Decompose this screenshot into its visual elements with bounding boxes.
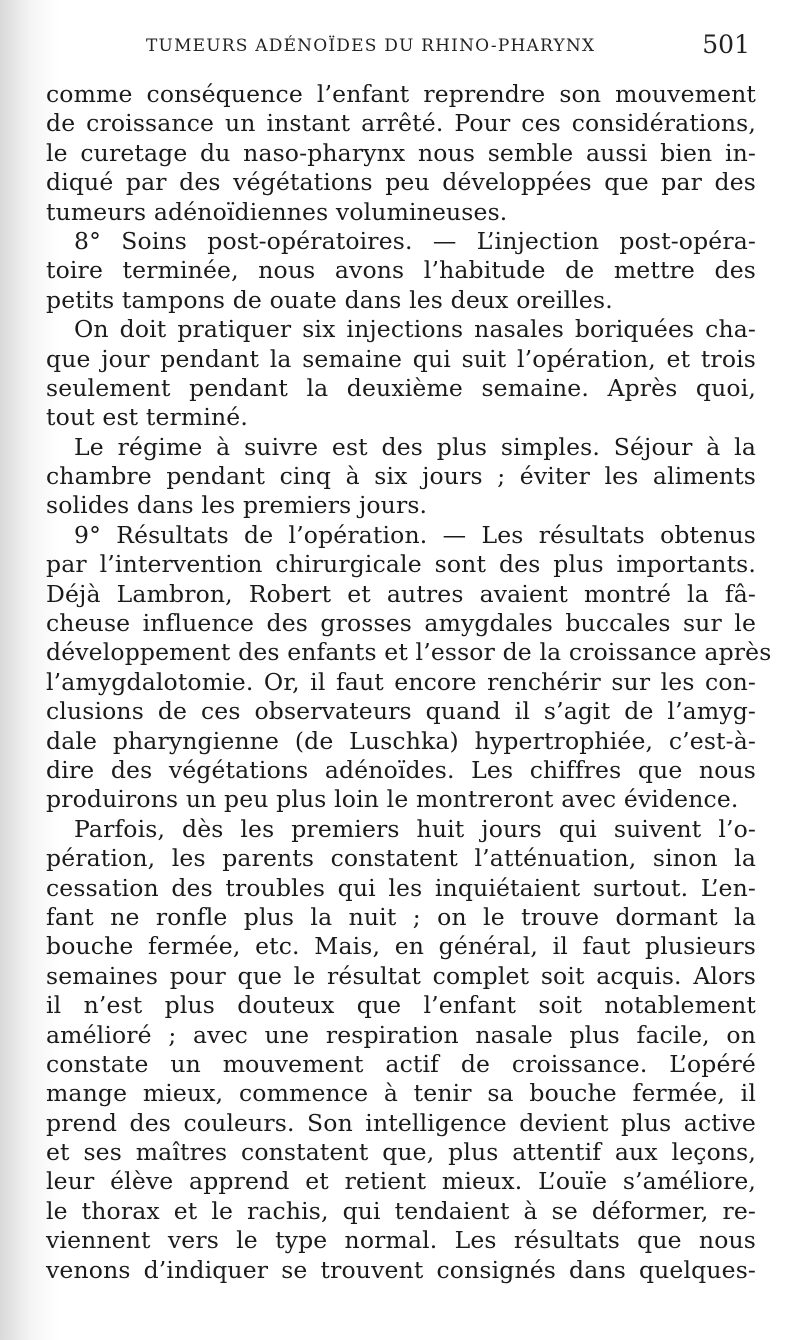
text-line: 8° Soins post-opératoires. — L’injection post-opéra- [74,226,756,255]
text-line: il n’est plus douteux que l’enfant soit notablement [46,991,756,1020]
text-line: viennent vers le type normal. Les résultats que nous [46,1226,756,1255]
text-line: cessation des troubles qui les inquiétaient surtout. L’en- [46,873,756,902]
text-line: Déjà Lambron, Robert et autres avaient montré la fâ- [46,579,756,608]
text-line: Le régime à suivre est des plus simples. Séjour à la [74,432,756,461]
running-title: TUMEURS ADÉNOÏDES DU RHINO-PHARYNX [146,36,596,56]
text-line: mange mieux, commence à tenir sa bouche fermée, il [46,1079,756,1108]
text-line: dire des végétations adénoïdes. Les chiffres que nous [46,755,756,784]
text-line: l’amygdalotomie. Or, il faut encore renchérir sur les con- [46,667,756,696]
body-text [46,80,772,1285]
text-line: tumeurs adénoïdiennes volumineuses. [46,197,508,226]
text-line: semaines pour que le résultat complet soit acquis. Alors [46,961,756,990]
text-line: amélioré ; avec une respiration nasale plus facile, on [46,1020,756,1049]
text-line: cheuse influence des grosses amygdales buccales sur le [46,609,756,638]
text-line: clusions de ces observateurs quand il s’agit de l’amyg- [46,697,756,726]
text-line: pération, les parents constatent l’atténuation, sinon la [46,844,756,873]
text-line: le curetage du naso-pharynx nous semble aussi bien in- [46,138,756,167]
text-line: de croissance un instant arrêté. Pour ces considérations, [46,109,756,138]
text-line: produirons un peu plus loin le montreront avec évidence. [46,785,739,814]
text-line: que jour pendant la semaine qui suit l’opération, et trois [46,344,756,373]
text-line: par l’intervention chirurgicale sont des plus importants. [46,550,756,579]
text-line: leur élève apprend et retient mieux. L’ouïe s’améliore, [46,1167,756,1196]
text-line: 9° Résultats de l’opération. — Les résultats obtenus [74,520,756,549]
text-line: On doit pratiquer six injections nasales boriquées cha- [74,315,756,344]
page-header [50,30,750,64]
text-line: petits tampons de ouate dans les deux oreilles. [46,285,613,314]
text-line: comme conséquence l’enfant reprendre son mouvement [46,80,756,108]
text-line: Parfois, dès les premiers huit jours qui suivent l’o- [74,814,756,843]
text-line: chambre pendant cinq à six jours ; éviter les aliments [46,462,756,491]
text-line: toire terminée, nous avons l’habitude de mettre des [46,256,756,285]
text-line: dale pharyngienne (de Luschka) hypertrophiée, c’est-à- [46,726,756,755]
text-line: seulement pendant la deuxième semaine. Après quoi, [46,373,756,402]
text-line: le thorax et le rachis, qui tendaient à se déformer, re- [46,1196,756,1225]
text-line: diqué par des végétations peu développées que par des [46,168,756,197]
text-line: développement des enfants et l’essor de la croissance après [46,638,772,667]
text-line: venons d’indiquer se trouvent consignés dans quelques- [46,1255,756,1284]
text-line: et ses maîtres constatent que, plus attentif aux leçons, [46,1138,756,1167]
text-line: tout est terminé. [46,403,248,432]
text-line: constate un mouvement actif de croissance. L’opéré [46,1049,756,1078]
text-line: solides dans les premiers jours. [46,491,428,520]
page-number: 501 [702,30,750,59]
text-line: fant ne ronfle plus la nuit ; on le trouve dormant la [46,902,756,931]
text-line: bouche fermée, etc. Mais, en général, il faut plusieurs [46,932,756,961]
text-line: prend des couleurs. Son intelligence devient plus active [46,1108,756,1137]
